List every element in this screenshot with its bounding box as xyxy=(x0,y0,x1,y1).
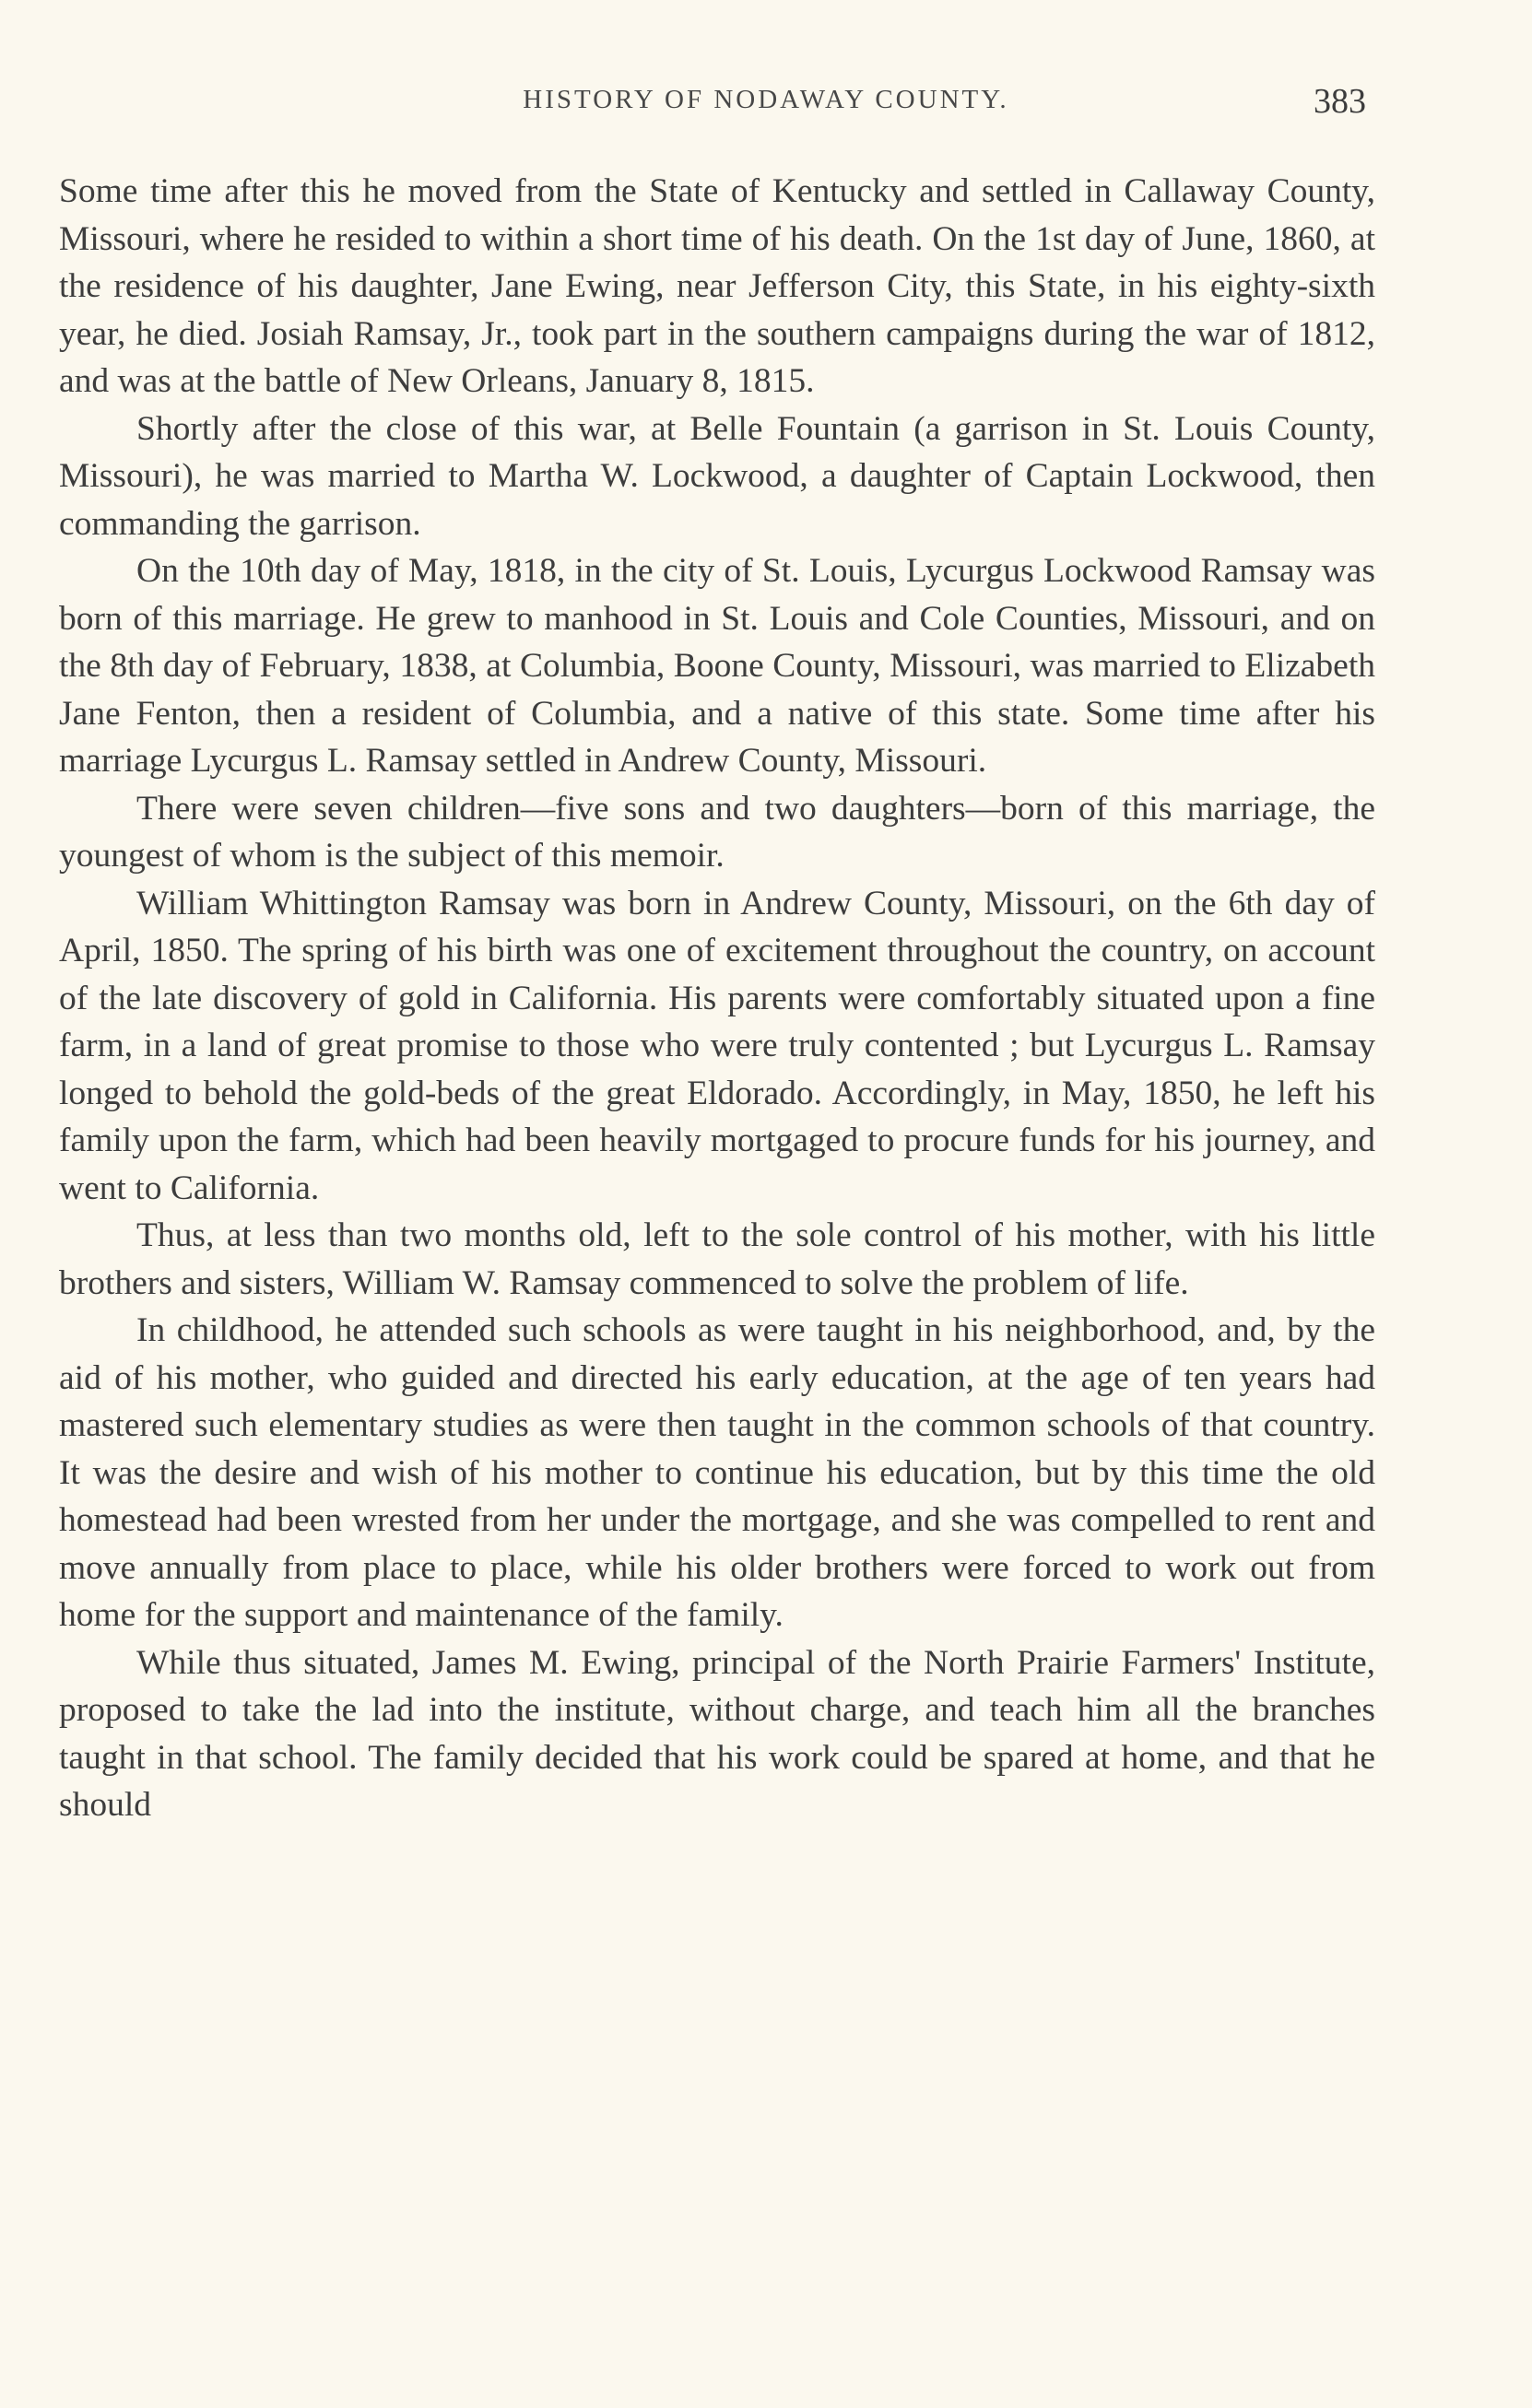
paragraph: While thus situated, James M. Ewing, principal of the North Prairie Farmers' Institute, proposed to take the lad into the institute, without charge, and teach him all the branches taught in that school. The family decided that his work could be spared at home, and that he should xyxy=(59,1643,1375,1824)
paragraph: There were seven children—five sons and two daughters—born of this marriage, the youngest of whom is the subject of this memoir. xyxy=(59,789,1375,875)
running-title: HISTORY OF NODAWAY COUNTY. xyxy=(523,85,1009,114)
body-text xyxy=(59,168,1375,1829)
paragraph: William Whittington Ramsay was born in Andrew County, Missouri, on the 6th day of April, 1850. The spring of his birth was one of excitement throughout the country, on account of the late discovery of gold in California. His parents were comfortably situated upon a fine farm, in a land of great promise to those who were truly contented ; but Lycurgus L. Ramsay longed to behold the gold-beds of the great Eldorado. Accordingly, in May, 1850, he left his family upon the farm, which had been heavily mortgaged to procure funds for his journey, and went to California. xyxy=(59,884,1375,1207)
running-head xyxy=(0,82,1532,131)
page-number: 383 xyxy=(1314,82,1366,121)
paragraph: Thus, at less than two months old, left to the sole control of his mother, with his little brothers and sisters, William W. Ramsay commenced to solve the problem of life. xyxy=(59,1216,1375,1302)
paragraph: In childhood, he attended such schools as were taught in his neighborhood, and, by the aid of his mother, who guided and directed his early education, at the age of ten years had mastered such elementary studies as were then taught in the common schools of that country. It was the desire and wish of his mother to continue his education, but by this time the old homestead had been wrested from her under the mortgage, and she was compelled to rent and move annually from place to place, while his older brothers were forced to work out from home for the support and maintenance of the family. xyxy=(59,1311,1375,1634)
paragraph-continued: Some time after this he moved from the State of Kentucky and settled in Callaway County, Missouri, where he resided to within a short time of his death. On the 1st day of June, 1860, at the residence of his daughter, Jane Ewing, near Jefferson City, this State, in his eighty-sixth year, he died. Josiah Ramsay, Jr., took part in the southern campaigns during the war of 1812, and was at the battle of New Orleans, January 8, 1815. xyxy=(59,172,1375,400)
paragraph: Shortly after the close of this war, at Belle Fountain (a garrison in St. Louis County, Missouri), he was married to Martha W. Lockwood, a daughter of Captain Lockwood, then commanding the garrison. xyxy=(59,409,1375,543)
paragraph: On the 10th day of May, 1818, in the city of St. Louis, Lycurgus Lockwood Ramsay was born of this marriage. He grew to manhood in St. Louis and Cole Counties, Missouri, and on the 8th day of February, 1838, at Columbia, Boone County, Missouri, was married to Elizabeth Jane Fenton, then a resident of Columbia, and a native of this state. Some time after his marriage Lycurgus L. Ramsay settled in Andrew County, Missouri. xyxy=(59,552,1375,780)
